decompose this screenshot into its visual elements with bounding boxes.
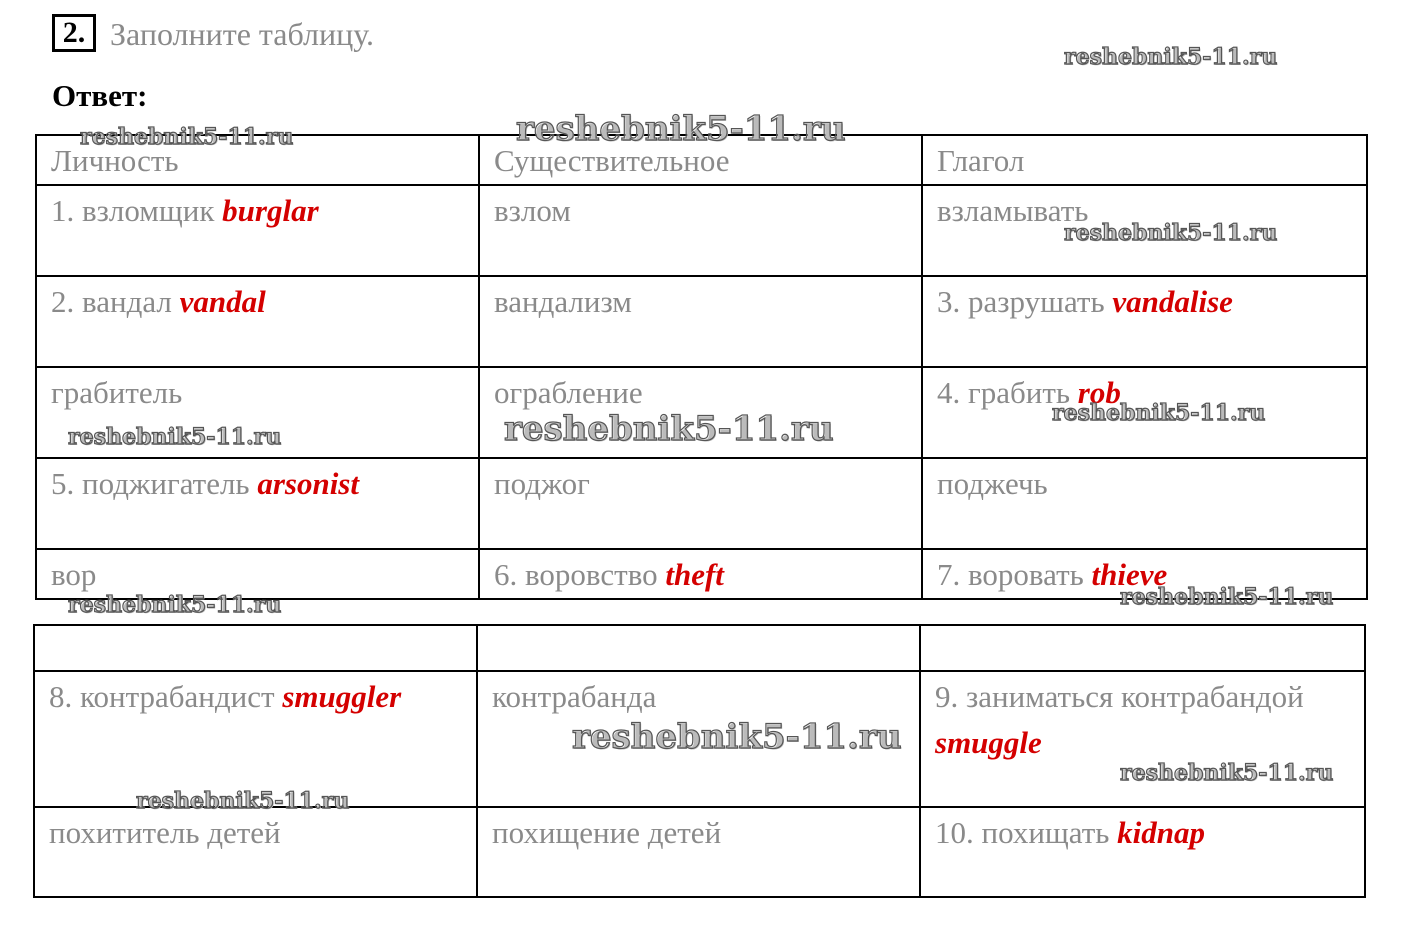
answer-word: smuggle <box>935 725 1042 760</box>
table-empty-row <box>34 625 1365 671</box>
watermark: reshebnik5-11.ru <box>1064 44 1278 70</box>
cell-person <box>36 185 479 276</box>
cell-noun <box>479 276 922 367</box>
answer-word: arsonist <box>257 466 359 501</box>
watermark: reshebnik5-11.ru <box>80 124 294 150</box>
answer-word: burglar <box>222 193 319 228</box>
cell-empty <box>477 625 920 671</box>
cell-ru: 3. разрушать <box>937 284 1105 319</box>
cell-ru: 2. вандал <box>51 284 172 319</box>
header-verb: Глагол <box>922 135 1367 185</box>
cell-ru: 10. похищать <box>935 815 1110 850</box>
cell-ru: похищение детей <box>492 815 722 850</box>
header-person: Личность <box>36 135 479 185</box>
task-number: 2. <box>52 14 96 52</box>
cell-ru: контрабанда <box>492 679 657 714</box>
cell-ru: взламывать <box>937 193 1089 228</box>
watermark: reshebnik5-11.ru <box>1120 760 1334 786</box>
header-noun: Существительное <box>479 135 922 185</box>
answer-label: Ответ: <box>52 78 148 113</box>
cell-noun <box>479 549 922 599</box>
watermark: reshebnik5-11.ru <box>68 424 282 450</box>
watermark: reshebnik5-11.ru <box>136 788 350 814</box>
table-row <box>34 807 1365 897</box>
answer-word: theft <box>665 557 724 592</box>
answer-word: thieve <box>1091 557 1168 592</box>
watermark: reshebnik5-11.ru <box>572 717 902 757</box>
watermark: reshebnik5-11.ru <box>1052 400 1266 426</box>
table-row <box>36 458 1367 549</box>
task-instruction: Заполните таблицу. <box>110 16 374 52</box>
watermark: reshebnik5-11.ru <box>1064 220 1278 246</box>
answer-word: vandalise <box>1112 284 1233 319</box>
cell-ru: похититель детей <box>49 815 281 850</box>
cell-person <box>34 671 477 807</box>
cell-ru: взлом <box>494 193 571 228</box>
cell-ru: 1. взломщик <box>51 193 215 228</box>
cell-ru: 6. воровство <box>494 557 658 592</box>
cell-person <box>34 807 477 897</box>
cell-ru: поджечь <box>937 466 1048 501</box>
cell-empty <box>34 625 477 671</box>
cell-ru: 7. воровать <box>937 557 1084 592</box>
cell-noun <box>477 807 920 897</box>
cell-verb <box>920 807 1365 897</box>
watermark: reshebnik5-11.ru <box>68 592 282 618</box>
cell-ru: 5. поджигатель <box>51 466 250 501</box>
cell-ru: вор <box>51 557 97 592</box>
cell-verb <box>922 458 1367 549</box>
cell-ru: ограбление <box>494 375 643 410</box>
watermark: reshebnik5-11.ru <box>516 109 846 149</box>
cell-ru: грабитель <box>51 375 183 410</box>
cell-noun <box>479 458 922 549</box>
cell-ru: поджог <box>494 466 590 501</box>
cell-empty <box>920 625 1365 671</box>
cell-verb <box>920 671 1365 807</box>
cell-person <box>36 458 479 549</box>
cell-ru: 9. заниматься контрабандой <box>935 679 1304 714</box>
cell-ru: 8. контрабандист <box>49 679 275 714</box>
cell-ru: вандализм <box>494 284 632 319</box>
cell-person <box>36 276 479 367</box>
table-row <box>36 276 1367 367</box>
answer-word: rob <box>1077 375 1121 410</box>
cell-verb <box>922 276 1367 367</box>
answer-word: kidnap <box>1117 815 1206 850</box>
watermark: reshebnik5-11.ru <box>504 409 834 449</box>
answer-word: vandal <box>179 284 266 319</box>
answer-table-1 <box>35 134 1368 600</box>
answer-word: smuggler <box>282 679 402 714</box>
cell-noun <box>479 185 922 276</box>
cell-ru: 4. грабить <box>937 375 1071 410</box>
watermark: reshebnik5-11.ru <box>1120 584 1334 610</box>
